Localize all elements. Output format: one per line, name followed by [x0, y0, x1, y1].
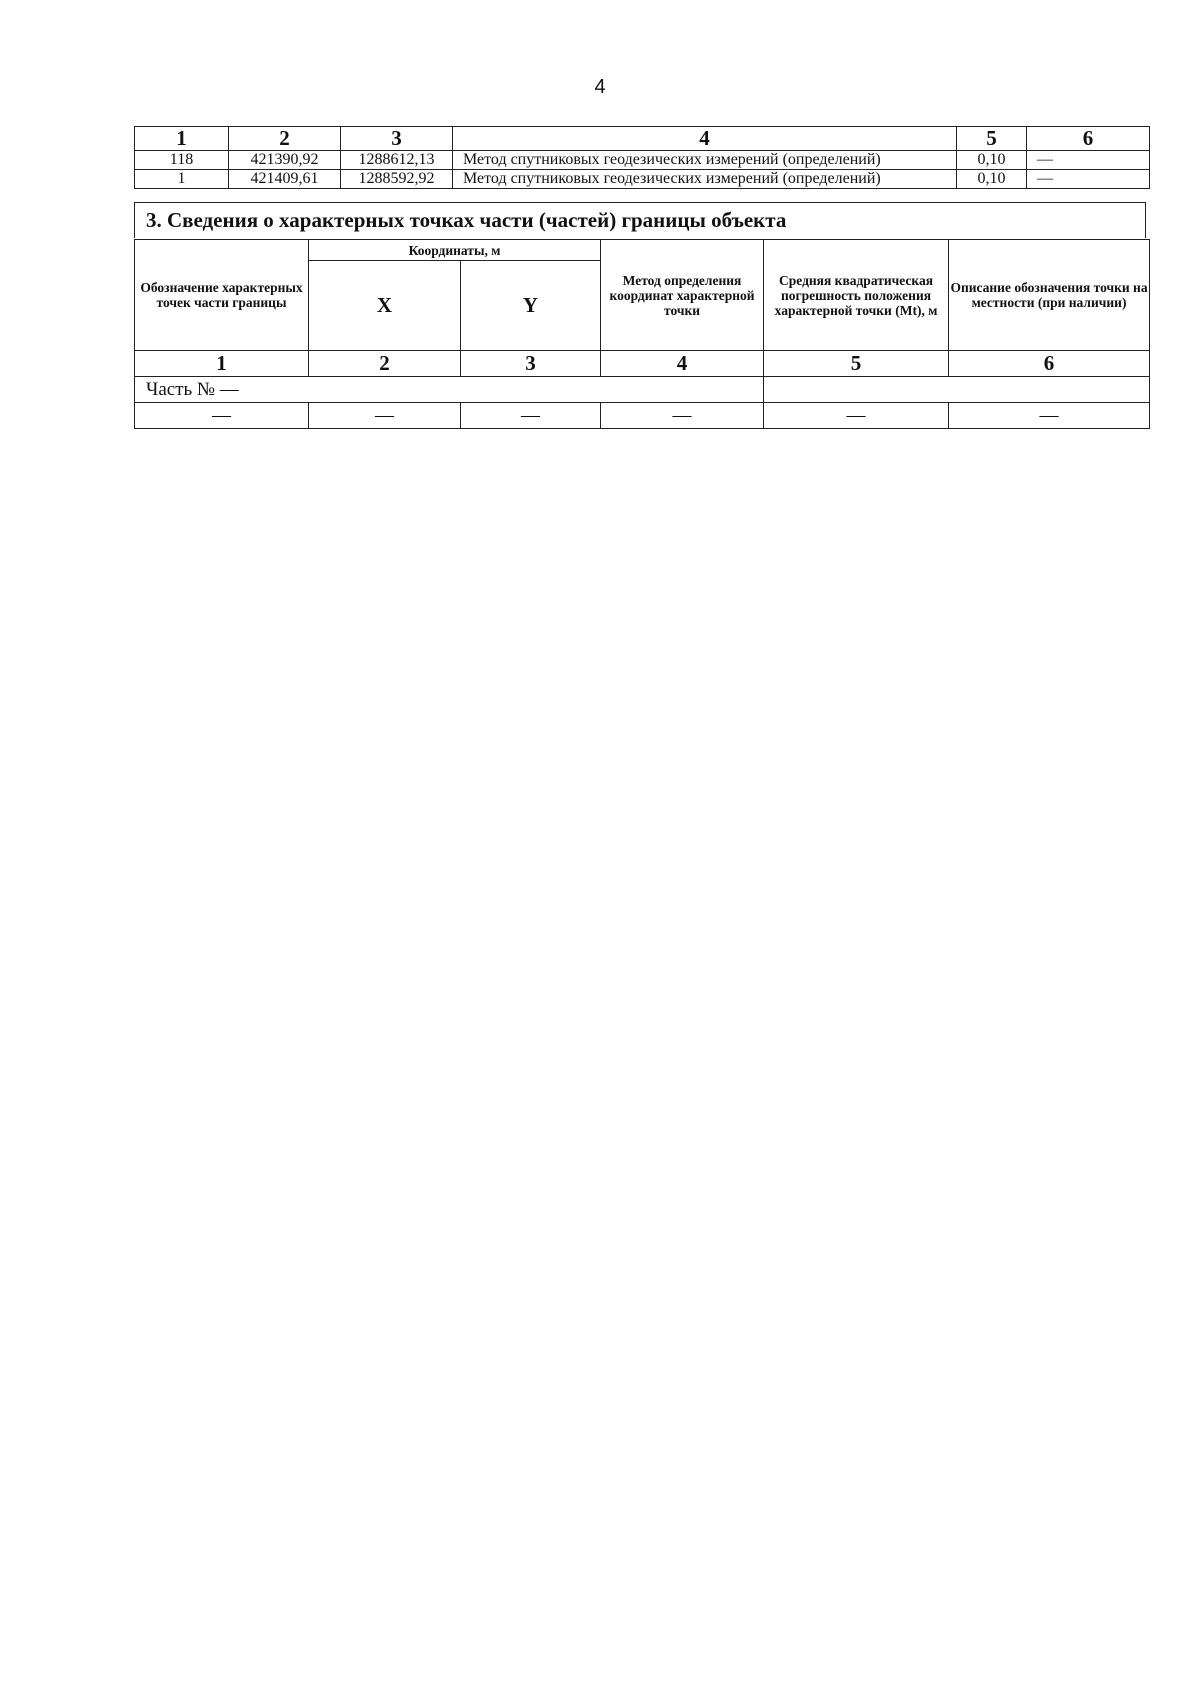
col-number-1: 1 — [135, 351, 309, 377]
header-y: Y — [461, 261, 601, 351]
table-header-row — [135, 127, 1150, 151]
error-value: 0,10 — [957, 170, 1027, 189]
header-error-label: Средняя квадратическая погрешность положения характерной точки (Mt), м — [774, 272, 938, 318]
section-title: 3. Сведения о характерных точках части (частей) границы объекта — [134, 202, 1146, 238]
coord-y: 1288612,13 — [341, 151, 453, 170]
error-cell: — — [764, 403, 949, 429]
error-value: 0,10 — [957, 151, 1027, 170]
col-number-4: 4 — [453, 127, 957, 151]
col-number-3: 3 — [341, 127, 453, 151]
description: — — [1027, 151, 1150, 170]
header-point-designation: Обозначение характерных точек части границы — [135, 240, 309, 351]
table-row — [135, 403, 1150, 429]
method: Метод спутниковых геодезических измерений (определений) — [453, 151, 957, 170]
coord-y: 1288592,92 — [341, 170, 453, 189]
page-number: 4 — [594, 76, 606, 98]
coord-x-cell: — — [309, 403, 461, 429]
coord-x: 421390,92 — [229, 151, 341, 170]
part-label-empty — [764, 377, 1150, 403]
col-number-4: 4 — [601, 351, 764, 377]
col-number-2: 2 — [229, 127, 341, 151]
col-number-5: 5 — [764, 351, 949, 377]
coord-y-cell: — — [461, 403, 601, 429]
coord-x: 421409,61 — [229, 170, 341, 189]
header-method: Метод определения координат характерной точки — [601, 240, 764, 351]
col-number-6: 6 — [949, 351, 1150, 377]
col-number-1: 1 — [135, 127, 229, 151]
method-cell: — — [601, 403, 764, 429]
column-numbers-row — [135, 351, 1150, 377]
description-cell: — — [949, 403, 1150, 429]
table-row — [135, 170, 1150, 189]
boundary-points-table — [134, 126, 1150, 189]
part-points-table — [134, 239, 1150, 429]
part-label-row — [135, 377, 1150, 403]
col-number-3: 3 — [461, 351, 601, 377]
col-number-5: 5 — [957, 127, 1027, 151]
header-coordinates: Координаты, м — [309, 240, 601, 261]
method: Метод спутниковых геодезических измерений (определений) — [453, 170, 957, 189]
table-row — [135, 151, 1150, 170]
col-number-2: 2 — [309, 351, 461, 377]
point-id: 118 — [135, 151, 229, 170]
part-label: Часть № — — [135, 377, 764, 403]
description: — — [1027, 170, 1150, 189]
point-designation-cell: — — [135, 403, 309, 429]
col-number-6: 6 — [1027, 127, 1150, 151]
point-id: 1 — [135, 170, 229, 189]
header-x: X — [309, 261, 461, 351]
table-header-row — [135, 240, 1150, 261]
header-error — [764, 240, 949, 351]
header-description: Описание обозначения точки на местности (при наличии) — [949, 240, 1150, 351]
